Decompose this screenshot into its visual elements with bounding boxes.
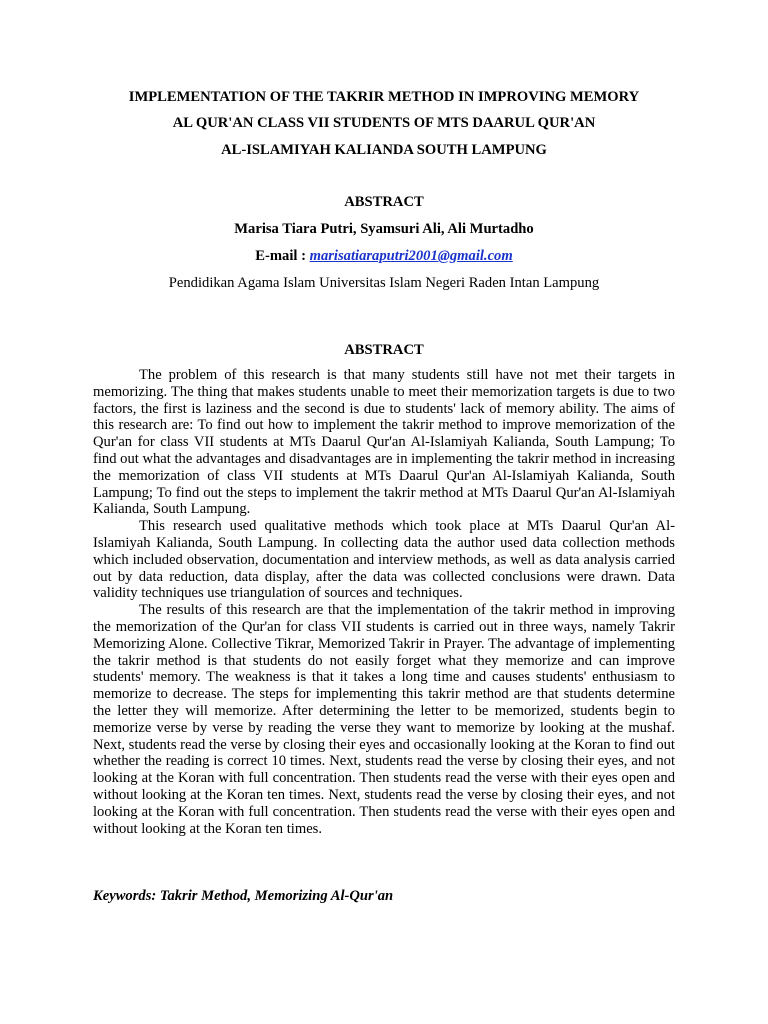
abstract-paragraph-2: This research used qualitative methods which took place at MTs Daarul Qur'an Al-Islamiyah Kalianda, South Lampung. In collecting data the author used data collection methods which included observation, documentation and interview methods, as well as data analysis carried out by data reduction, data display, after the data was collected conclusions were drawn. Data validity techniques use triangulation of sources and techniques. bbox=[93, 518, 675, 602]
abstract-heading: ABSTRACT bbox=[344, 342, 424, 358]
email-line bbox=[0, 247, 768, 265]
keywords: Keywords: Takrir Method, Memorizing Al-Qur'an bbox=[93, 888, 394, 904]
abstract-paragraph-3: The results of this research are that the implementation of the takrir method in improving the memorization of the Qur'an for class VII students is carried out in three ways, namely Takrir Memorizing Alone. Collective Tikrar, Memorized Takrir in Prayer. The advantage of implementing the takrir method is that students do not easily forget what they memorize and can improve students' memory. The weakness is that it takes a long time and causes students' enthusiasm to memorize to decrease. The steps for implementing this takrir method are that students determine the letter they will memorize. After determining the letter to be memorized, students begin to memorize verse by verse by reading the verse they want to memorize by looking at the mushaf. Next, students read the verse by closing their eyes and occasionally looking at the Koran to find out whether the reading is correct 10 times. Next, students read the verse by closing their eyes, and not looking at the Koran with full concentration. Then students read the verse with their eyes open and without looking at the Koran ten times. Next, students read the verse by closing their eyes, and not looking at the Koran with full concentration. Then students read the verse with their eyes open and without looking at the Koran ten times. bbox=[93, 602, 675, 837]
title-line-3: AL-ISLAMIYAH KALIANDA SOUTH LAMPUNG bbox=[221, 142, 547, 158]
abstract-paragraph-1: The problem of this research is that many students still have not met their targets in memorizing. The thing that makes students unable to meet their memorization targets is due to two factors, the first is laziness and the second is due to students' lack of memory ability. The aims of this research are: To find out how to implement the takrir method to improve memorization of the Qur'an for class VII students at MTs Daarul Qur'an Al-Islamiyah Kalianda, South Lampung; To find out what the advantages and disadvantages are in implementing the takrir method in increasing the memorization of class VII students at MTs Daarul Qur'an Al-Islamiyah Kalianda, South Lampung; To find out the steps to implement the takrir method at MTs Daarul Qur'an Al-Islamiyah Kalianda, South Lampung. bbox=[93, 367, 675, 518]
title-line-2: AL QUR'AN CLASS VII STUDENTS OF MTS DAARUL QUR'AN bbox=[172, 115, 596, 131]
title-line-1: IMPLEMENTATION OF THE TAKRIR METHOD IN IMPROVING MEMORY bbox=[128, 89, 640, 105]
email-link[interactable]: marisatiaraputri2001@gmail.com bbox=[309, 248, 513, 264]
affiliation: Pendidikan Agama Islam Universitas Islam Negeri Raden Intan Lampung bbox=[168, 275, 600, 291]
header-abstract-label: ABSTRACT bbox=[344, 194, 424, 210]
email-label: E-mail : bbox=[255, 248, 306, 264]
abstract-body bbox=[93, 367, 675, 837]
authors: Marisa Tiara Putri, Syamsuri Ali, Ali Murtadho bbox=[234, 221, 534, 237]
